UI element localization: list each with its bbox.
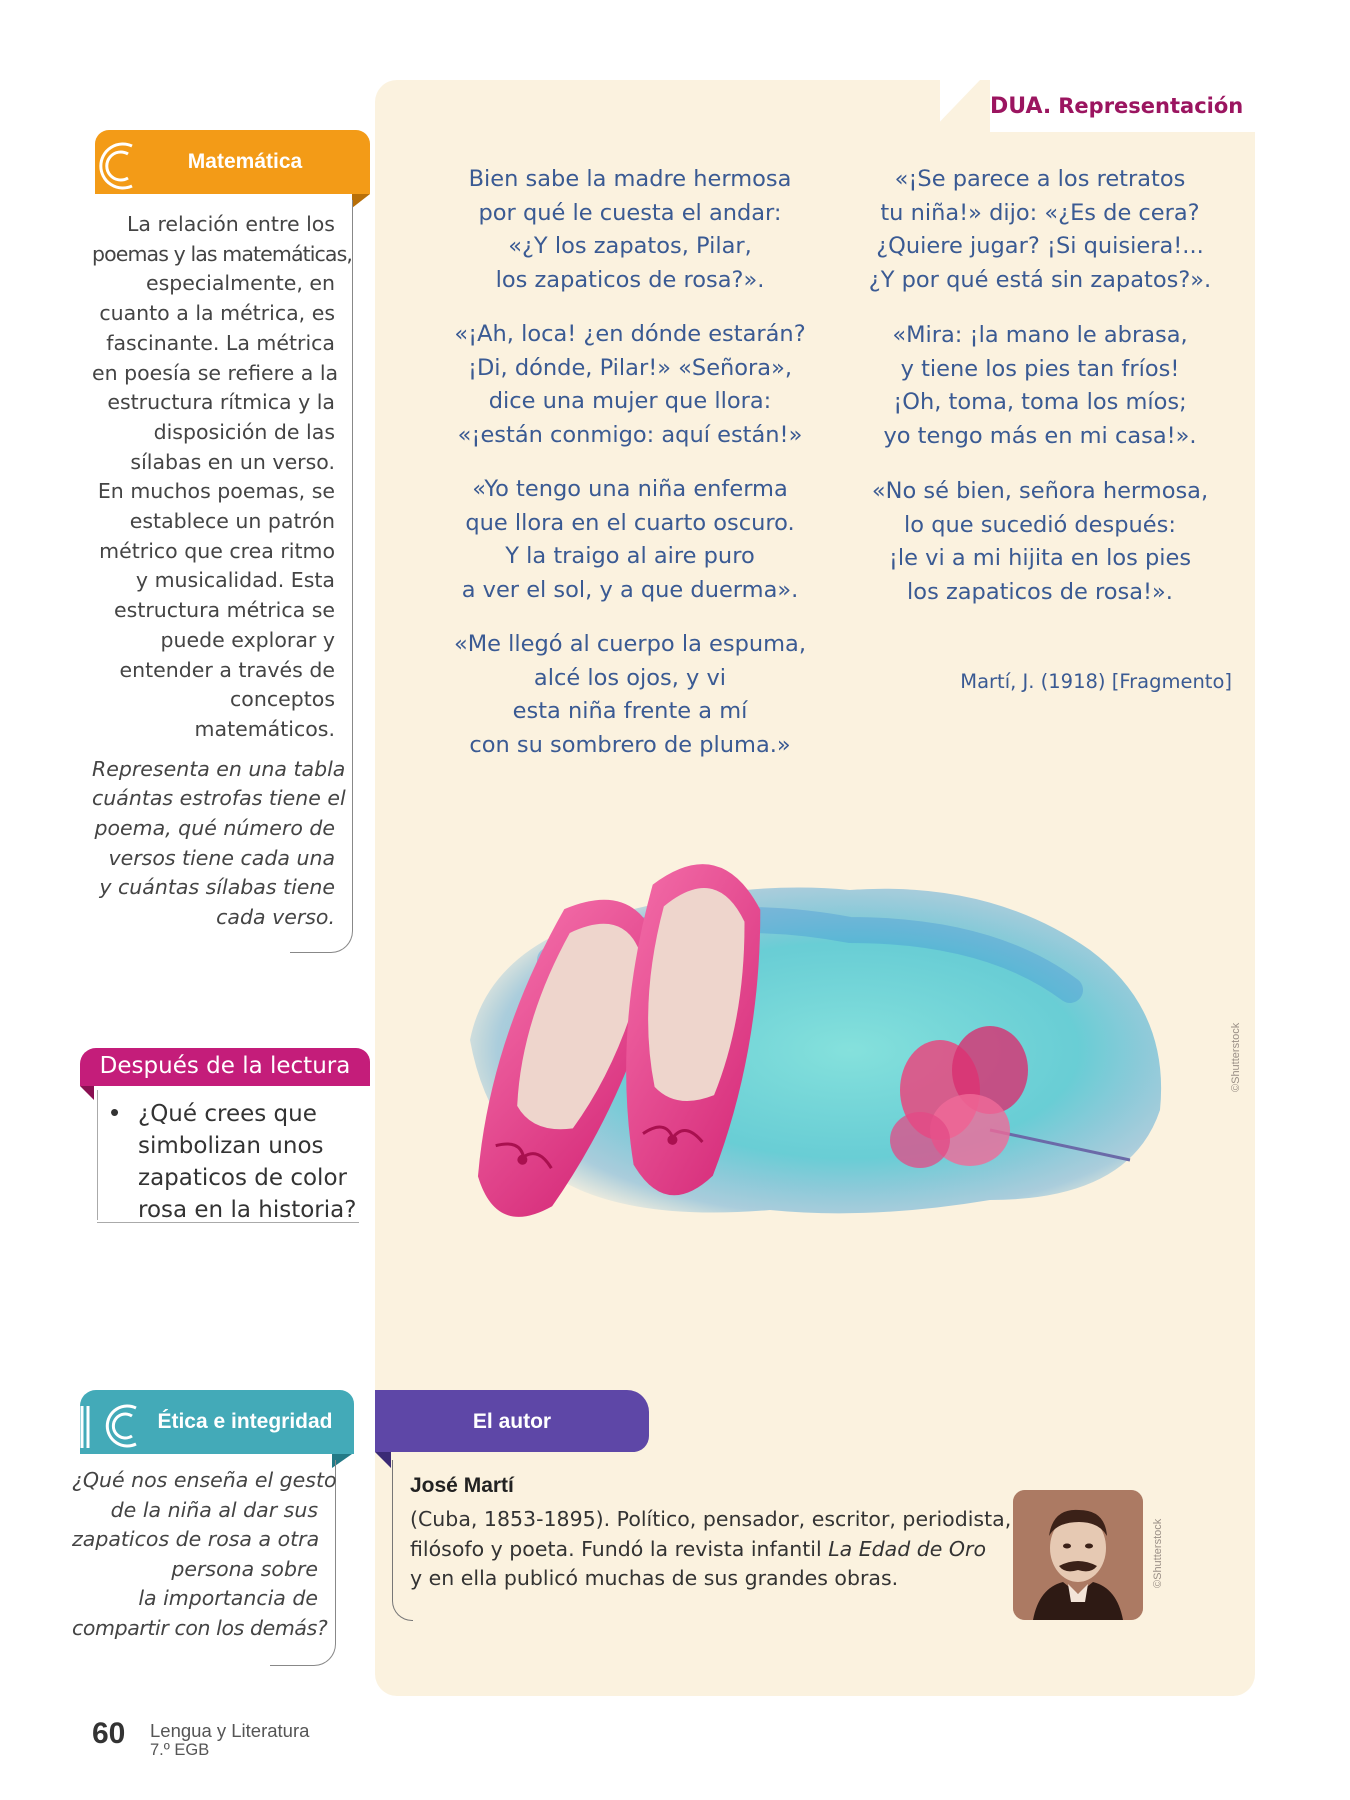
poem-verse: ¿Y por qué está sin zapatos?». [868, 266, 1212, 293]
matematica-activity-line: cuántas estrofas tiene el [92, 786, 346, 811]
despues-question-line: zapaticos de color [138, 1165, 347, 1191]
etica-line: persona sobre [171, 1556, 318, 1581]
stanza [410, 473, 850, 607]
page-number: 60 [92, 1717, 126, 1750]
poem-column-right [840, 163, 1240, 630]
stanza [840, 475, 1240, 609]
matematica-activity-line: Representa en una tabla [92, 756, 346, 781]
stanza [410, 318, 850, 452]
matematica-line: puede explorar y [160, 627, 335, 652]
dua-tab-slant [930, 80, 990, 132]
poem-verse: ¡Oh, toma, toma los míos; [893, 389, 1187, 415]
dua-type: Representación [1058, 94, 1244, 118]
matematica-c-icon [92, 138, 142, 194]
matematica-line: sílabas en un verso. [130, 449, 335, 474]
stanza [840, 163, 1240, 297]
matematica-line: establece un patrón [129, 509, 335, 534]
author-bio-line: y en ella publicó muchas de sus grandes obras. [410, 1566, 899, 1590]
matematica-activity [92, 755, 346, 933]
matematica-line: y musicalidad. Esta [135, 568, 335, 593]
poem-verse: esta niña frente a mí [512, 698, 748, 724]
matematica-line: especialmente, en [145, 271, 335, 296]
matematica-line: entender a través de [119, 657, 335, 682]
portrait-image [1013, 1490, 1143, 1620]
poem-verse: por qué le cuesta el andar: [478, 199, 782, 226]
matematica-activity-line: versos tiene cada una [108, 845, 335, 870]
portrait-credit-text: ©Shutterstock [1152, 1518, 1164, 1588]
illustration-credit [1230, 1002, 1244, 1092]
etica-line: ¿Qué nos enseña el gesto [72, 1468, 337, 1492]
dua-prefix: DUA. [990, 94, 1052, 119]
despues-question-line: simbolizan unos [138, 1133, 324, 1159]
author-portrait [1013, 1490, 1143, 1620]
despues-question [138, 1098, 388, 1226]
author-bio-line: (Cuba, 1853-1895). Político, pensador, escritor, periodista, [410, 1507, 1012, 1531]
poem-verse: «Mira: ¡la mano le abrasa, [892, 322, 1188, 348]
pink-shoes-illustration [430, 820, 1200, 1300]
matematica-line: matemáticos. [194, 716, 335, 741]
poem-verse: con su sombrero de pluma.» [469, 731, 791, 758]
matematica-line: estructura métrica se [114, 598, 335, 623]
etica-line: de la niña al dar sus [110, 1497, 318, 1522]
poem-verse: los zapaticos de rosa?». [495, 266, 765, 293]
author-bio [410, 1505, 1012, 1594]
matematica-line: fascinante. La métrica [106, 330, 335, 355]
etica-question [72, 1466, 337, 1644]
matematica-fold [352, 194, 370, 208]
etica-ic-icon [76, 1398, 146, 1454]
matematica-activity-line: cada verso. [216, 905, 335, 930]
poem-verse: «¡Ah, loca! ¿en dónde estarán? [454, 321, 806, 347]
matematica-line: La relación entre los [126, 212, 335, 236]
matematica-line: poemas y las matemáticas, [92, 241, 352, 266]
poem-verse: que llora en el cuarto oscuro. [465, 509, 795, 536]
matematica-line: disposición de las [153, 419, 335, 444]
poem-verse: «¡están conmigo: aquí están!» [457, 421, 803, 448]
despues-fold [80, 1086, 94, 1100]
matematica-body [92, 210, 352, 933]
poem-verse: «¿Y los zapatos, Pilar, [508, 233, 752, 259]
etica-line: compartir con los demás? [72, 1615, 328, 1640]
poem-verse: lo que sucedió después: [904, 511, 1176, 538]
author-bio-text: filósofo y poeta. Fundó la revista infantil [410, 1536, 829, 1561]
despues-question-line: ¿Qué crees que [138, 1101, 317, 1127]
poem-verse: «No sé bien, señora hermosa, [871, 478, 1209, 504]
poem-verse: «Me llegó al cuerpo la espuma, [454, 631, 806, 657]
matematica-line: métrico que crea ritmo [99, 538, 335, 563]
footer-subject: Lengua y Literatura [150, 1720, 310, 1741]
matematica-line: cuanto a la métrica, es [99, 301, 335, 326]
poem-verse: y tiene los pies tan fríos! [900, 355, 1180, 382]
poem-verse: «¡Se parece a los retratos [894, 166, 1186, 192]
magazine-title: La Edad de Oro [828, 1536, 987, 1561]
illustration-credit-text: ©Shutterstock [1230, 1022, 1242, 1092]
stanza [840, 319, 1240, 453]
poem-verse: alcé los ojos, y vi [533, 664, 727, 691]
poem-verse: ¿Quiere jugar? ¡Si quisiera!... [876, 233, 1204, 259]
footer-grade: 7.º EGB [150, 1741, 210, 1759]
etica-title: Ética e integridad [157, 1410, 333, 1433]
matematica-line: conceptos [230, 687, 335, 712]
matematica-title: Matemática [187, 150, 303, 173]
etica-line: zapaticos de rosa a otra [72, 1527, 320, 1552]
despues-title: Después de la lectura [99, 1053, 351, 1079]
poem-verse: yo tengo más en mi casa!». [883, 422, 1197, 449]
poem-verse: dice una mujer que llora: [488, 388, 772, 414]
matematica-line: En muchos poemas, se [97, 479, 335, 504]
author-name: José Martí [410, 1474, 514, 1497]
autor-title: El autor [472, 1410, 552, 1433]
poem-citation: Martí, J. (1918) [Fragmento] [960, 670, 1232, 693]
poem-column-left [410, 163, 850, 783]
author-bio-line [410, 1535, 990, 1565]
dua-label [990, 94, 1243, 119]
poem-verse: a ver el sol, y a que duerma». [461, 576, 799, 603]
despues-question-line: rosa en la historia? [138, 1197, 357, 1223]
poem-verse: ¡Di, dónde, Pilar!» «Señora», [467, 354, 793, 381]
portrait-credit [1152, 1498, 1166, 1588]
etica-line: la importancia de [138, 1586, 318, 1611]
matematica-line: estructura rítmica y la [107, 390, 335, 415]
poem-verse: los zapaticos de rosa!». [907, 578, 1173, 605]
despues-border [97, 1090, 99, 1220]
poem-verse: Bien sabe la madre hermosa [468, 166, 792, 192]
matematica-activity-line: y cuántas sílabas tiene [99, 875, 335, 900]
poem-verse: ¡le vi a mi hijita en los pies [888, 545, 1192, 571]
stanza [410, 628, 850, 762]
poem-verse: «Yo tengo una niña enferma [472, 476, 788, 502]
matematica-activity-line: poema, qué número de [94, 816, 335, 841]
autor-fold [375, 1452, 391, 1468]
matematica-line: en poesía se refiere a la [92, 360, 339, 385]
stanza [410, 163, 850, 297]
bullet-icon: • [110, 1097, 120, 1127]
poem-verse: tu niña!» dijo: «¿Es de cera? [880, 199, 1200, 226]
poem-verse: Y la traigo al aire puro [505, 543, 755, 569]
